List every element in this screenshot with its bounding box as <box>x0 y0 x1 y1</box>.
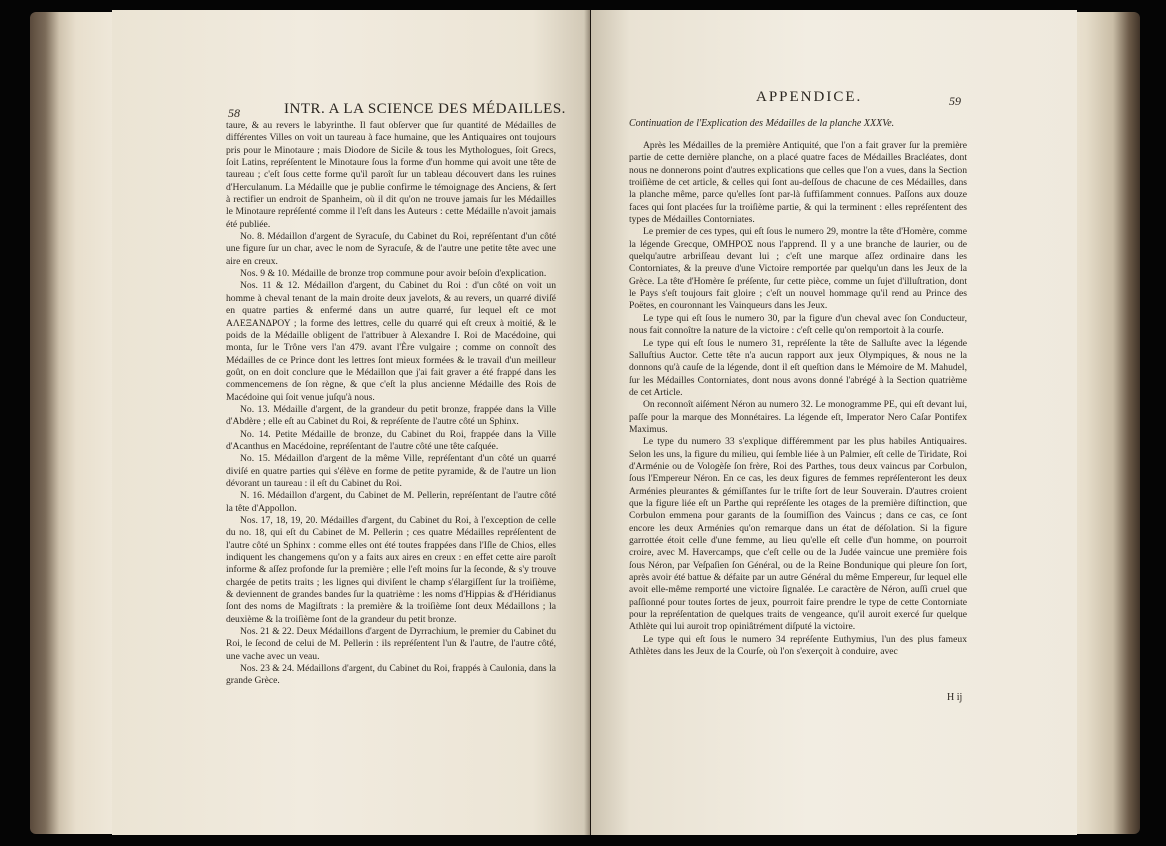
paragraph: Nos. 11 & 12. Médaillon d'argent, du Cabinet du Roi : d'un côté on voit un homme à cheval tenant de la main droite deux javelots, & au revers, un quarré diviſé en quatre parties & enfermé dans un autre quarré, ſur lequel eſt ce mot ΑΛΕΞΑΝΔΡΟΥ ; la forme des lettres, celle du quarré qui eſt creux à moitié, & le poids de la Médaille obligent de l'attribuer à Alexandre I. Roi de Macédoine, qui monta, ſur le Trône vers l'an 479. avant l'Ère vulgaire ; comme on connoît des Médailles de ce Prince dont les lettres ſont mieux formées & le travail d'un meilleur goût, on en doit conclure que le Médaillon que j'ai fait graver a été frappé dans les commencemens de ſon règne, & que c'eſt la plus ancienne Médaille des Rois de Macédoine qui ſoit venue juſqu'à nous. <box>226 280 556 403</box>
paragraph: Nos. 17, 18, 19, 20. Médailles d'argent, du Cabinet du Roi, à l'exception de celle du no. 18, qui eſt du Cabinet de M. Pellerin ; ces quatre Médailles repréſentent de l'autre côté un Sphinx : comme elles ont été toutes frappées dans l'Iſle de Chios, elles indiquent les changemens qu'on y a faits aux aires en creux : en effet cette aire paroît informe & aſſez profonde ſur la première ; elle l'eſt moins ſur la ſeconde, & s'y trouve chargée de petits traits ; les lignes qui diviſent le champ s'élargiſſent ſur la troiſième, & deviennent de grandes bandes ſur la quatrième : les noms d'Hippias & d'Héridianus ſont des noms de Magiſtrats : la première & la troiſième ſont deux Médaillons ; la deuxième & la troiſième ſont de la grandeur du petit bronze. <box>226 515 556 625</box>
paragraph: No. 15. Médaillon d'argent de la même Ville, repréſentant d'un côté un quarré diviſé en quatre parties qui s'élève en forme de petite pyramide, & de l'autre un lion dévorant un taureau : il eſt du Cabinet du Roi. <box>226 453 556 489</box>
paragraph: taure, & au revers le labyrinthe. Il faut obſerver que ſur quantité de Médailles de différentes Villes on voit un taureau à face humaine, que les Antiquaires ont toujours pris pour le Minotaure ; mais Diodore de Sicile & tous les Mythologues, ſoit Grecs, ſoit Latins, repréſentent le Minotaure ſous la forme d'un homme qui avoit une tête de taureau ; c'eſt ſous cette forme qu'il paroît ſur un tableau découvert dans les ruines d'Herculanum. La Médaille que je publie confirme le témoignage des Anciens, & ſert à rectifier un endroit de Spanheim, où il dit qu'on ne trouve jamais ſur les Médailles le Minotaure repréſenté comme il l'eſt dans les Auteurs : cette Médaille n'avoit jamais été publiée. <box>226 120 556 230</box>
left-running-head: INTR. A LA SCIENCE DES MÉDAILLES. <box>284 101 566 117</box>
paragraph: Après les Médailles de la première Antiquité, que l'on a fait graver ſur la première partie de cette dernière planche, on a placé quatre faces de Médailles Bracléates, dont nous ne donnerons point d'autres explications que celles que l'on a vues, dans la Section troiſième de cet article, & celles qui ſont au-deſſous de chacune de ces Médailles, dans la planche même, parce qu'elles ſont par-là ſuffiſamment connues. Paſſons aux douze faces qui ſont placées ſur la troiſième partie, & qui la terminent : elles repréſentent des types de Médailles Contorniates. <box>629 140 967 226</box>
section-subheading: Continuation de l'Explication des Médailles de la planche XXXVe. <box>629 118 895 129</box>
paragraph: No. 14. Petite Médaille de bronze, du Cabinet du Roi, frappée dans la Ville d'Acanthus en Macédoine, repréſentant de l'autre côté une tête caſquée. <box>226 428 556 452</box>
paragraph: Nos. 23 & 24. Médaillons d'argent, du Cabinet du Roi, frappés à Caulonia, dans la grande Grèce. <box>226 663 556 687</box>
paragraph: Nos. 9 & 10. Médaille de bronze trop commune pour avoir beſoin d'explication. <box>240 268 547 280</box>
paragraph: Le premier de ces types, qui eſt ſous le numero 29, montre la tête d'Homère, comme la légende Grecque, ΟΜΗΡΟΣ nous l'apprend. Il y a une branche de laurier, ou de quelqu'autre arbriſſeau devant lui ; c'eſt une marque aſſez ordinaire dans les Contorniates, & la preuve d'une Victoire remportée par quelqu'un dans les Jeux de la Grèce. La tête d'Homère ſe préſente, ſur cette pièce, comme un ſujet d'illuſtration, dont le Pays s'eſt toujours fait gloire ; c'eſt un nouvel hommage qu'il rend au Prince des Poëtes, en couronnant les Vainqueurs dans les Jeux. <box>629 226 967 312</box>
left-page-edges <box>30 12 114 834</box>
right-page <box>591 10 1077 835</box>
paragraph: Le type qui eſt ſous le numero 31, repréſente la tête de Salluſte avec la légende Salluſtius Auctor. Cette tête n'a aucun rapport aux jeux Olympiques, & nous ne la donnons qu'à cauſe de la légende, dont il eſt queſtion dans le Mémoire de M. Mahudel, ſur les Médailles Contorniates, dont nous avons donné l'abrégé à la Section quatrième de cet Article. <box>629 337 967 398</box>
signature-mark: H ij <box>947 692 963 703</box>
left-body-text <box>226 120 556 688</box>
paragraph: Le type qui eſt ſous le numero 34 repréſente Euthymius, l'un des plus fameux Athlètes dans les Jeux de la Courſe, où l'on s'exerçoit à conduire, avec <box>629 633 967 658</box>
paragraph: Le type du numero 33 s'explique différemment par les plus habiles Antiquaires. Selon les uns, la figure du milieu, qui ſemble liée à un Palmier, eſt celle de Tiridate, Roi d'Arménie ou de Vologèſe ſon frère, Roi des Parthes, tous deux vaincus par Corbulon, ſous l'Empereur Néron. En ce cas, les deux figures de femmes repréſenteront les deux Arménies pleurantes & gémiſſantes ſur le triſte ſort de leur Souverain. D'autres croient que la figure liée eſt un Parthe qui repréſente les otages de la première diſtinction, que Corbulon emmena pour garants de la ſoumiſſion des Vaincus ; dans ce cas, ce ſont encore les deux Arménies qu'on remarque dans un état de déſolation. Si la figure garrottée étoit celle d'une femme, au lieu qu'elle eſt celle d'un homme, on pourroit croire, avec M. Havercamps, que c'eſt celle ou de la Judée vaincue une première fois ſous Néron, par Veſpaſien ſon Général, ou de la Reine Bondunique qui pleure ſon ſort, après avoir été battue & défaite par un autre Général du même Empereur, ſur lequel elle avoit elle-même remporté une victoire ſignalée. Le caractère de Néron, auſſi cruel que paſſionné pour toutes ſortes de jeux, pourroit faire prendre le type de cette Contorniate pour la repréſentation de quelques traits de vengeance, qu'il auroit exercé ſur quelque Athlète qui lui auroit trop opiniâtrément diſputé la victoire. <box>629 436 967 633</box>
left-page <box>112 10 590 835</box>
paragraph: N. 16. Médaillon d'argent, du Cabinet de M. Pellerin, repréſentant de l'autre côté la tête d'Appollon. <box>226 490 556 514</box>
paragraph: No. 13. Médaille d'argent, de la grandeur du petit bronze, frappée dans la Ville d'Abdère ; elle eſt au Cabinet du Roi, & repréſente de l'autre côté un Sphinx. <box>226 403 556 428</box>
right-page-number: 59 <box>949 94 961 108</box>
right-body-text <box>629 140 967 658</box>
paragraph: No. 8. Médaillon d'argent de Syracuſe, du Cabinet du Roi, repréſentant d'un côté une figure ſur un char, avec le nom de Syracuſe, & de l'autre une petite tête avec une aire en creux. <box>226 231 556 267</box>
paragraph: On reconnoît aiſément Néron au numero 32. Le monogramme PE, qui eſt devant lui, paſſe pour la marque des Monnétaires. La légende eſt, Imperator Nero Caſar Pontifex Maximus. <box>629 399 967 435</box>
left-page-number: 58 <box>228 106 240 120</box>
paragraph: Nos. 21 & 22. Deux Médaillons d'argent de Dyrrachium, le premier du Cabinet du Roi, le ſecond de celui de M. Pellerin : ils repréſentent l'un & l'autre, de l'autre côté, une vache avec un veau. <box>226 626 556 662</box>
paragraph: Le type qui eſt ſous le numero 30, par la figure d'un cheval avec ſon Conducteur, nous fait connoître la nature de la victoire : c'eſt celle qu'on remportoit à la courſe. <box>629 312 967 337</box>
right-running-head: APPENDICE. <box>756 89 863 105</box>
